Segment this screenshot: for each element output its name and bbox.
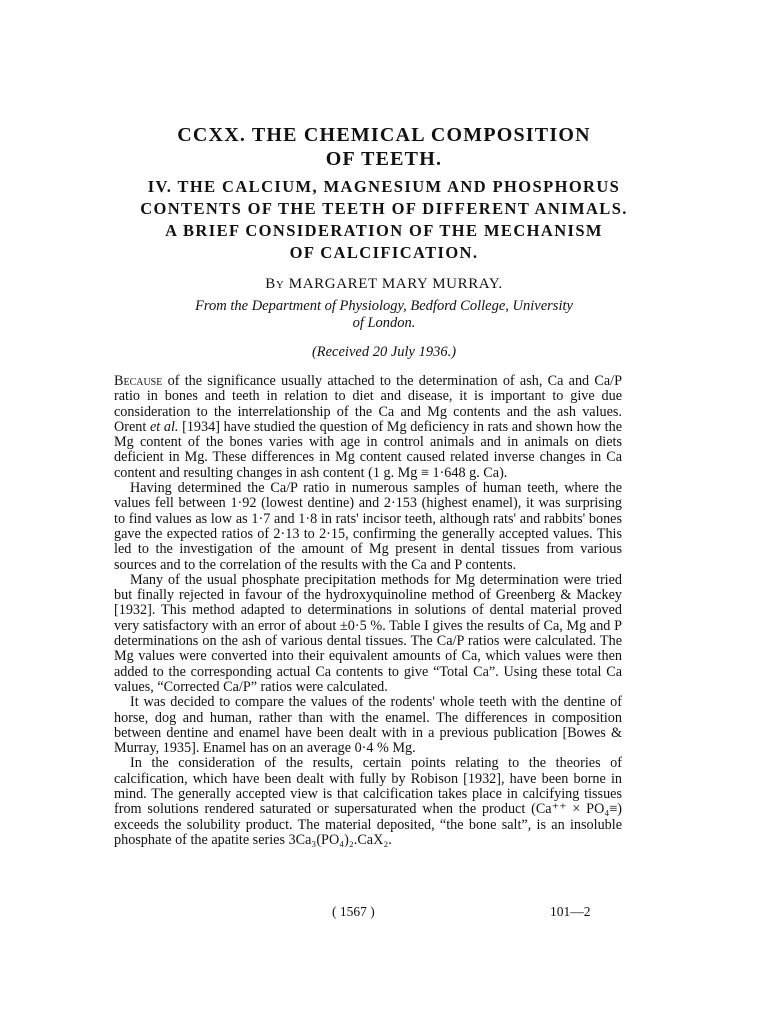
paragraph-1-part-b: [1934] have studied the question of Mg deficiency in rats and shown how the Mg content of the bones varies with age in control animals and in animals on diets deficient in Mg. These differences in Mg content caused related inverse changes in Ca content and resulting changes in ash content (1 g. Mg ≡ 1·648 g. Ca).: [114, 418, 623, 481]
paragraph-1: [114, 374, 622, 481]
signature-mark: 101—2: [550, 904, 591, 919]
article-title-line-1: CCXX. THE CHEMICAL COMPOSITION: [177, 124, 591, 146]
article-title-line-2: OF TEETH.: [325, 148, 443, 170]
paragraph-1-part-a: of the significance usually attached to the determination of ash, Ca and Ca/P ratio in bones and teeth in relation to diet and disease, it is important to give due consideration to the interrelationship of the Ca and Mg contents and the ash values. Orent: [114, 373, 622, 435]
subtitle-line-3: A BRIEF CONSIDERATION OF THE MECHANISM: [165, 221, 603, 240]
paragraph-1-lead: Because: [114, 373, 163, 389]
paragraph-2: Having determined the Ca/P ratio in numerous samples of human teeth, where the values fell between 1·92 (lowest dentine) and 2·153 (highest enamel), it was surprising to find values as low as 1·7 and 1·8 in rats' incisor teeth, although rats' and rabbits' bones gave the expected ratios of 2·13 to 2·15, confirming the generally accepted values. This led to the investigation of the amount of Mg present in dental tissues from various sources and to the correlation of the results with the Ca and P contents.: [114, 480, 622, 573]
paragraph-5: In the consideration of the results, certain points relating to the theories of calcification, which have been dealt with fully by Robison [1932], have been borne in mind. The generally accepted view is that calcification takes place in calcifying tissues from solutions rendered saturated or supersaturated when the product (Ca⁺⁺ × PO₄≡) exceeds the solubility product. The material deposited, “the bone salt”, is an insoluble phosphate of the apatite series 3Ca₃(PO₄)₂.CaX₂.: [114, 755, 622, 848]
paragraph-3: Many of the usual phosphate precipitation methods for Mg determination were tried but finally rejected in favour of the hydroxyquinoline method of Greenberg & Mackey [1932]. This method adapted to determinations in solutions of dental material proved very satisfactory with an error of about ±0·5 %. Table I gives the results of Ca, Mg and P determinations on the ash of various dental tissues. The Ca/P ratios were calculated. The Mg values were converted into their equivalent amounts of Ca, which values were then added to the corresponding actual Ca contents to give “Total Ca”. Using these total Ca values, “Corrected Ca/P” ratios were calculated.: [114, 571, 622, 695]
received-date: (Received 20 July 1936.): [311, 344, 457, 360]
author-prefix: By: [265, 276, 285, 292]
author-name: MARGARET MARY MURRAY.: [288, 276, 503, 292]
author-byline: [100, 276, 668, 293]
affiliation-line-1: From the Department of Physiology, Bedford College, University: [195, 298, 573, 314]
subtitle-line-2: CONTENTS OF THE TEETH OF DIFFERENT ANIMALS.: [140, 199, 628, 218]
page-number: ( 1567 ): [332, 904, 375, 919]
page-footer: [0, 904, 768, 924]
article-body: [114, 374, 622, 848]
subtitle-line-1: IV. THE CALCIUM, MAGNESIUM AND PHOSPHORUS: [147, 177, 621, 196]
paragraph-4: It was decided to compare the values of the rodents' whole teeth with the dentine of horse, dog and human, rather than with the enamel. The differences in composition between dentine and enamel have been dealt with in a previous publication [Bowes & Murray, 1935]. Enamel has on an average 0·4 % Mg.: [114, 694, 622, 757]
et-al-italic: et al.: [149, 418, 179, 435]
subtitle-line-4: OF CALCIFICATION.: [289, 243, 479, 262]
affiliation-line-2: of London.: [352, 315, 416, 331]
